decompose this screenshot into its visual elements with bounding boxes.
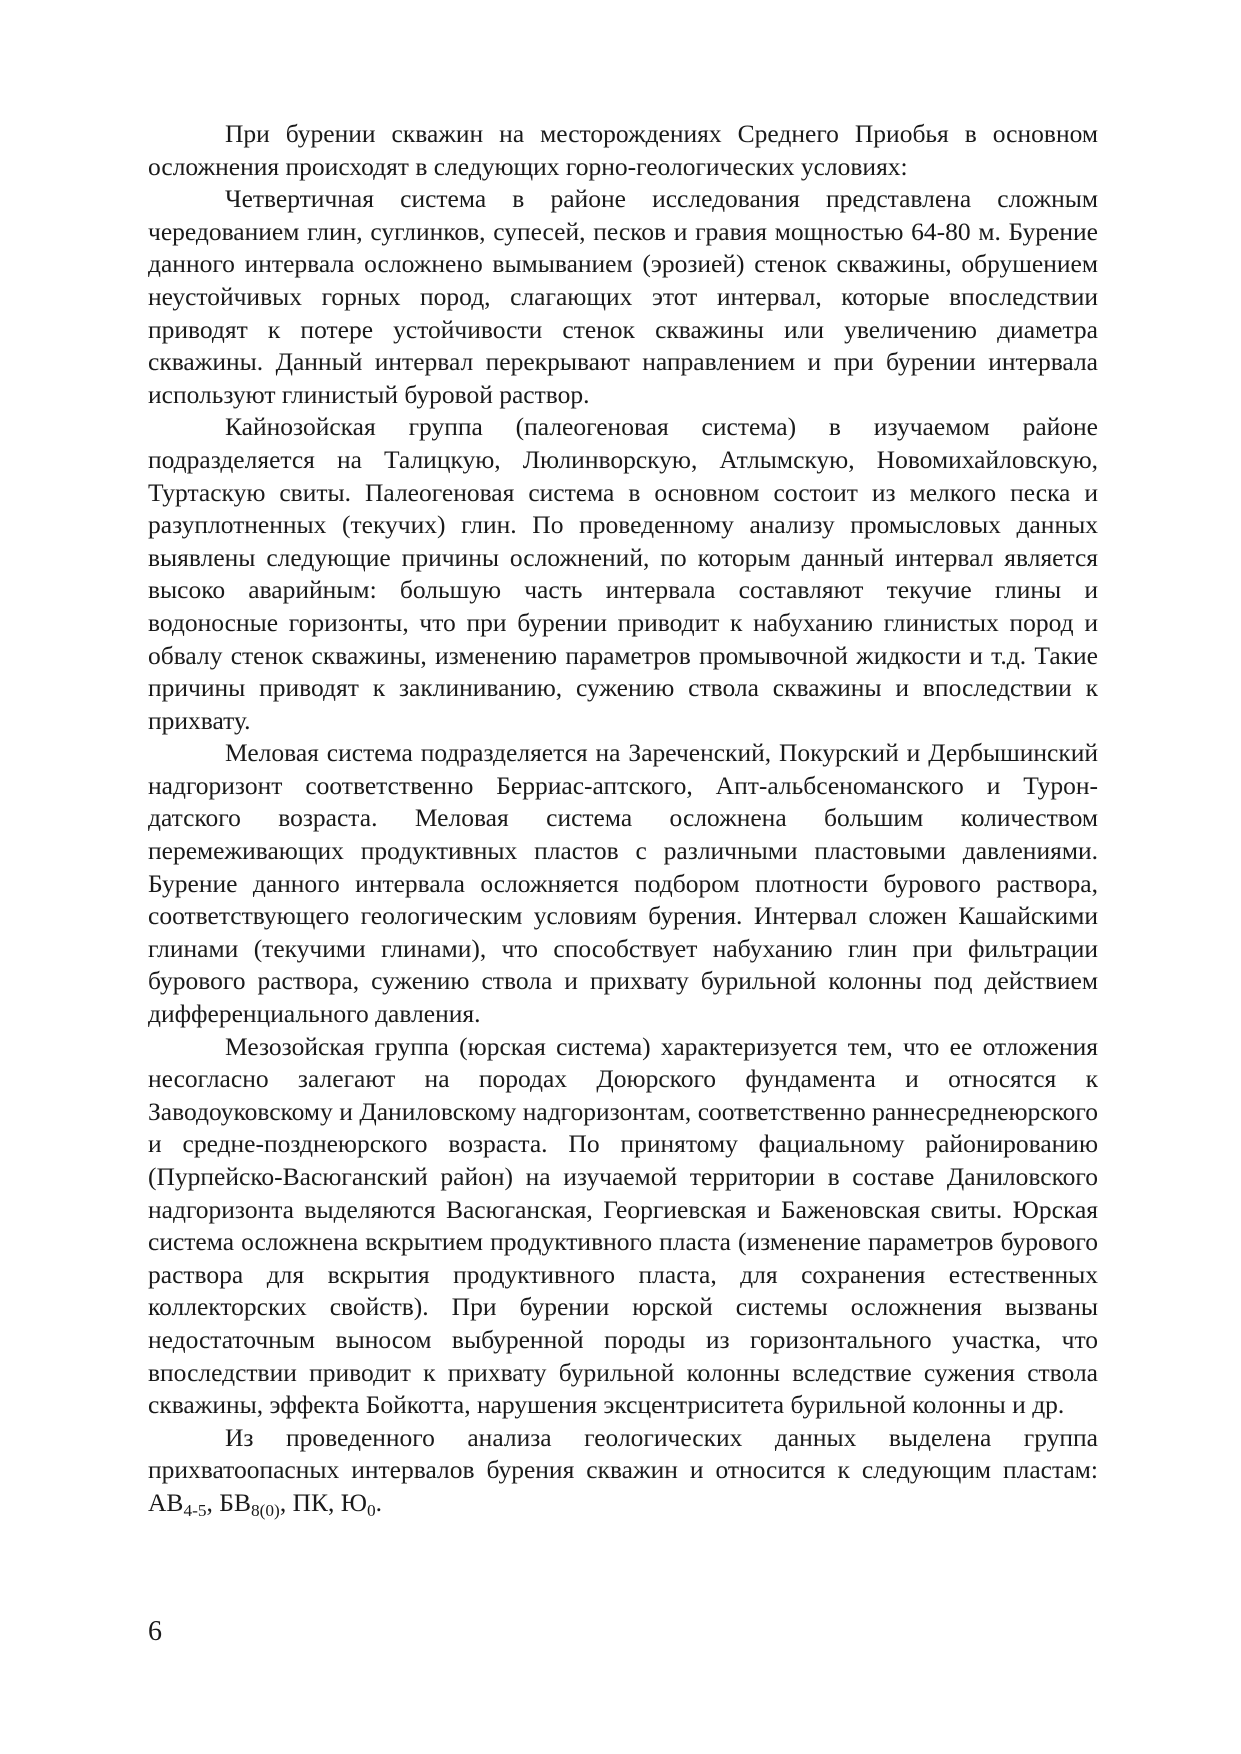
conclusion-text: Из проведенного анализа геологических данных выделена группа прихватоопасных интервалов бурения скважин и относится к следующим пластам: [148,1422,1098,1485]
paragraph-cretaceous-system: Меловая система подразделяется на Зареченский, Покурский и Дербышинский надгоризонт соответственно Берриас-аптского, Апт-альбсеноманского и Турон-датского возраста. Меловая система осложнена большим количеством перемеживающих продуктивных пластов с различными пластовыми давлениями. Бурение данного интервала осложняется подбором плотности бурового раствора, соответствующего геологическим условиям бурения. Интервал сложен Кашайскими глинами (текучими глинами), что способствует набуханию глин при фильтрации бурового раствора, сужению ствола и прихвату бурильной колонны под действием дифференциального давления. [148,738,1098,1029]
paragraph-intro: При бурении скважин на месторождениях Среднего Приобья в основном осложнения происходят в следующих горно-геологических условиях: [148,119,1098,181]
paragraph-quaternary-system: Четвертичная система в районе исследования представлена сложным чередованием глин, суглинков, супесей, песков и гравия мощностью 64-80 м. Бурение данного интервала осложнено вымыванием (эрозией) стенок скважины, обрушением неустойчивых горных пород, слагающих этот интервал, которые впоследствии приводят к потере устойчивости стенок скважины или увеличению диаметра скважины. Данный интервал перекрывают направлением и при бурении интервала используют глинистый буровой раствор. [148,184,1098,409]
formation-bv: $БВ_{8(0)}$ [219,1487,280,1520]
page-number: 6 [148,1616,162,1647]
formation-yu: $Ю_0$ [340,1487,376,1520]
formation-av: $АВ_{4-5}$ [148,1487,207,1520]
body-text [148,118,1098,1520]
formation-pk: ПК [292,1487,329,1517]
paragraph-mesozoic-group: Мезозойская группа (юрская система) характеризуется тем, что ее отложения несогласно залегают на породах Доюрского фундамента и относятся к Заводоуковскому и Даниловскому надгоризонтам, соответственно раннесреднеюрского и средне-позднеюрского возраста. По принятому фациальному районированию (Пурпейско-Васюганский район) на изучаемой территории в составе Даниловского надгоризонта выделяются Васюганская, Георгиевская и Баженовская свиты. Юрская система осложнена вскрытием продуктивного пласта (изменение параметров бурового раствора для вскрытия продуктивного пласта, для сохранения естественных коллекторских свойств). При бурении юрской системы осложнения вызваны недостаточным выносом выбуренной породы из горизонтального участка, что впоследствии приводит к прихвату бурильной колонны вследствие сужения ствола скважины, эффекта Бойкотта, нарушения эксцентриситета бурильной колонны и др. [148,1031,1098,1420]
paragraph-cenozoic-group: Кайнозойская группа (палеогеновая система) в изучаемом районе подразделяется на Талицкую, Люлинворскую, Атлымскую, Новомихайловскую, Туртаскую свиты. Палеогеновая система в основном состоит из мелкого песка и разуплотненных (текучих) глин. По проведенному анализу промысловых данных выявлены следующие причины осложнений, по которым данный интервал является высоко аварийным: большую часть интервала составляют текучие глины и водоносные горизонты, что при бурении приводит к набуханию глинистых пород и обвалу стенок скважины, изменению параметров промывочной жидкости и т.д. Такие причины приводят к заклиниванию, сужению ствола скважины и впоследствии к прихвату. [148,412,1098,735]
paragraph-conclusion: Из проведенного анализа геологических данных выделена группа прихватоопасных интервалов бурения скважин и относится к следующим пластам: $АВ_{4-5}$, $БВ_{8(0)}$, ПК, $Ю_0$. [148,1422,1098,1520]
